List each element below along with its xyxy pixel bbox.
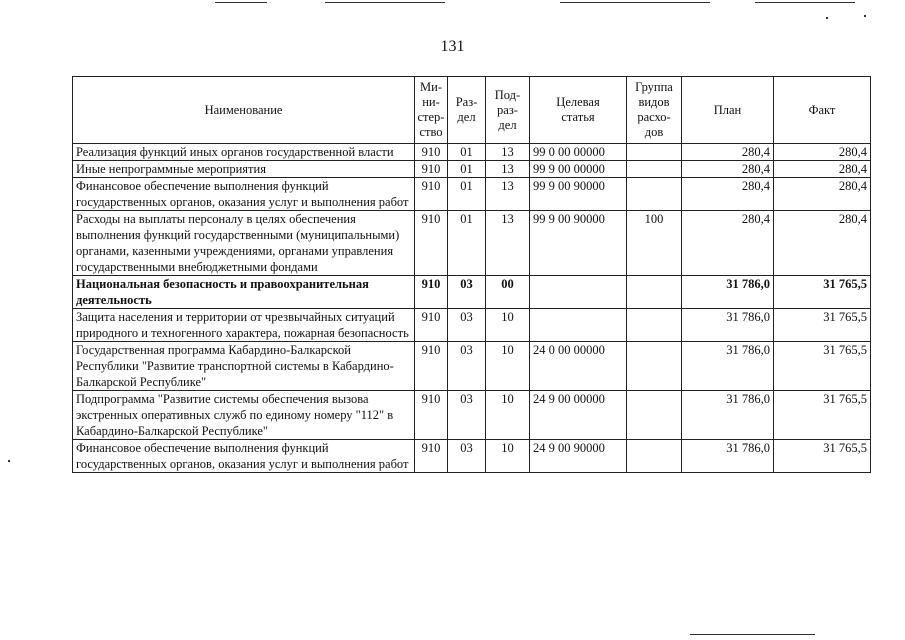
- cell-section: 01: [448, 178, 486, 211]
- table-row: [73, 144, 871, 161]
- cell-group: [627, 391, 682, 440]
- cell-target: 99 9 00 90000: [530, 211, 627, 276]
- table-row: [73, 391, 871, 440]
- table-row: [73, 440, 871, 473]
- table-row: [73, 309, 871, 342]
- cell-target: [530, 276, 627, 309]
- header-section: Раз- дел: [448, 77, 486, 144]
- page-number: 131: [440, 38, 465, 55]
- cell-section: 03: [448, 309, 486, 342]
- cell-subsection: 10: [486, 342, 530, 391]
- cell-fact: 280,4: [774, 178, 871, 211]
- cell-section: 03: [448, 342, 486, 391]
- cell-plan: 280,4: [682, 144, 774, 161]
- cell-ministry: 910: [415, 342, 448, 391]
- cell-ministry: 910: [415, 276, 448, 309]
- cell-ministry: 910: [415, 178, 448, 211]
- header-plan: План: [682, 77, 774, 144]
- cell-section: 03: [448, 276, 486, 309]
- cell-ministry: 910: [415, 391, 448, 440]
- cell-section: 03: [448, 391, 486, 440]
- cell-name: Расходы на выплаты персоналу в целях обеспечения выполнения функций государственными (муниципальными) органами, казенными учреждениями, органами управления государственными внебюджетными фондами: [73, 211, 415, 276]
- cell-group: [627, 144, 682, 161]
- cell-name: Иные непрограммные мероприятия: [73, 161, 415, 178]
- cell-section: 01: [448, 144, 486, 161]
- cell-subsection: 13: [486, 211, 530, 276]
- cell-name: Подпрограмма "Развитие системы обеспечения вызова экстренных оперативных служб по единому номеру "112" в Кабардино-Балкарской Республике": [73, 391, 415, 440]
- cell-ministry: 910: [415, 211, 448, 276]
- cell-fact: 31 765,5: [774, 391, 871, 440]
- cell-ministry: 910: [415, 144, 448, 161]
- scan-artifact: [826, 17, 828, 19]
- cell-plan: 31 786,0: [682, 342, 774, 391]
- cell-plan: 31 786,0: [682, 309, 774, 342]
- cell-name: Реализация функций иных органов государственной власти: [73, 144, 415, 161]
- cell-fact: 31 765,5: [774, 440, 871, 473]
- cell-name: Финансовое обеспечение выполнения функций государственных органов, оказания услуг и выполнения работ: [73, 440, 415, 473]
- cell-subsection: 13: [486, 178, 530, 211]
- scan-artifact: [864, 15, 866, 17]
- cell-name: Защита населения и территории от чрезвычайных ситуаций природного и техногенного характера, пожарная безопасность: [73, 309, 415, 342]
- cell-plan: 31 786,0: [682, 276, 774, 309]
- cell-subsection: 00: [486, 276, 530, 309]
- cell-name: Национальная безопасность и правоохранительная деятельность: [73, 276, 415, 309]
- cell-target: 24 0 00 00000: [530, 342, 627, 391]
- scan-artifact: [8, 460, 10, 462]
- cell-subsection: 10: [486, 309, 530, 342]
- cell-plan: 280,4: [682, 211, 774, 276]
- cell-target: 99 9 00 90000: [530, 178, 627, 211]
- table-row: [73, 178, 871, 211]
- cell-fact: 280,4: [774, 211, 871, 276]
- cell-subsection: 10: [486, 440, 530, 473]
- scan-artifact: [325, 2, 445, 3]
- cell-plan: 280,4: [682, 178, 774, 211]
- scan-artifact: [560, 2, 710, 3]
- cell-fact: 31 765,5: [774, 309, 871, 342]
- cell-ministry: 910: [415, 309, 448, 342]
- cell-group: [627, 309, 682, 342]
- scan-artifact: [755, 2, 855, 3]
- cell-section: 01: [448, 211, 486, 276]
- budget-table: [72, 76, 871, 473]
- cell-target: [530, 309, 627, 342]
- cell-section: 03: [448, 440, 486, 473]
- cell-group: [627, 276, 682, 309]
- cell-subsection: 10: [486, 391, 530, 440]
- header-subsection: Под- раз- дел: [486, 77, 530, 144]
- cell-section: 01: [448, 161, 486, 178]
- cell-group: [627, 178, 682, 211]
- cell-plan: 31 786,0: [682, 440, 774, 473]
- table-header-row: [73, 77, 871, 144]
- scan-artifact: [690, 634, 815, 635]
- cell-ministry: 910: [415, 161, 448, 178]
- cell-group: [627, 161, 682, 178]
- cell-subsection: 13: [486, 161, 530, 178]
- table-row: [73, 276, 871, 309]
- cell-fact: 31 765,5: [774, 276, 871, 309]
- cell-fact: 31 765,5: [774, 342, 871, 391]
- table-row: [73, 211, 871, 276]
- header-target: Целевая статья: [530, 77, 627, 144]
- cell-name: Финансовое обеспечение выполнения функций государственных органов, оказания услуг и выполнения работ: [73, 178, 415, 211]
- header-ministry: Ми- ни- стер- ство: [415, 77, 448, 144]
- cell-group: 100: [627, 211, 682, 276]
- table-row: [73, 342, 871, 391]
- header-group: Группа видов расхо- дов: [627, 77, 682, 144]
- cell-target: 99 9 00 00000: [530, 161, 627, 178]
- cell-plan: 280,4: [682, 161, 774, 178]
- scan-artifact: [215, 2, 267, 3]
- header-fact: Факт: [774, 77, 871, 144]
- cell-target: 24 9 00 90000: [530, 440, 627, 473]
- cell-group: [627, 342, 682, 391]
- cell-target: 24 9 00 00000: [530, 391, 627, 440]
- table-row: [73, 161, 871, 178]
- header-name: Наименование: [73, 77, 415, 144]
- cell-target: 99 0 00 00000: [530, 144, 627, 161]
- cell-ministry: 910: [415, 440, 448, 473]
- cell-group: [627, 440, 682, 473]
- cell-plan: 31 786,0: [682, 391, 774, 440]
- cell-subsection: 13: [486, 144, 530, 161]
- cell-fact: 280,4: [774, 161, 871, 178]
- cell-fact: 280,4: [774, 144, 871, 161]
- cell-name: Государственная программа Кабардино-Балкарской Республики "Развитие транспортной системы в Кабардино-Балкарской Республике": [73, 342, 415, 391]
